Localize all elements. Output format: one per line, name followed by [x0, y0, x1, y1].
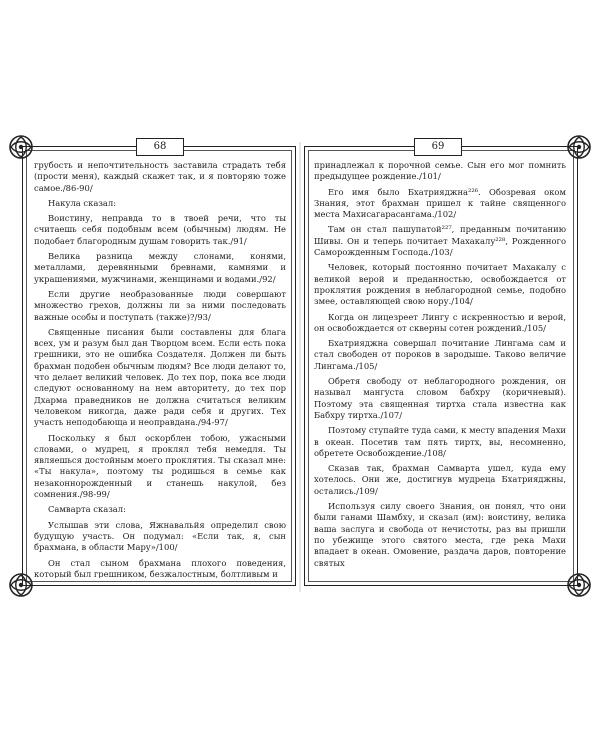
knot-ornament-icon [8, 572, 34, 598]
paragraph: Используя силу своего Знания, он понял, что они были ганами Шамбху, и сказал (им): воистину, велика ваша заслуга и свобода от нечистоты, раз вы пришли по убежище этого святого места, где река Махи впадает в океан. Омовение, раздача даров, повторение святых [314, 501, 566, 568]
paragraph: Обретя свободу от неблагородного рождения, он называл мангуста словом бабхру (коричневый). Поэтому эта священная тиртха стала известна как Бабхру тиртха./107/ [314, 376, 566, 420]
knot-ornament-icon [566, 134, 592, 160]
paragraph: Поэтому ступайте туда сами, к месту впадения Махи в океан. Посетив там пять тиртх, вы, несомненно, обретете Освобождение./108/ [314, 425, 566, 458]
left-page-number: 68 [136, 138, 184, 156]
paragraph: Услышав эти слова, Яжнавальйя определил свою будущую участь. Он подумал: «Если так, я, сын брахмана, в области Мару»/100/ [34, 519, 286, 553]
left-page [8, 130, 298, 600]
paragraph: Там он стал пашупатой²²⁷, преданным почитанию Шивы. Он и теперь почитает Махакалу²²⁸, Рожденного Саморожденным Господа./103/ [314, 224, 566, 258]
book-spine [299, 142, 301, 592]
speaker-label: Самварта сказал: [48, 504, 126, 515]
paragraph: Его имя было Бхатрияджна²²⁶. Обозревая оком Знания, этот брахман пришел к тайне священного места Махисагарасангама./102/ [314, 186, 566, 220]
paragraph: Велика разница между слонами, конями, металлами, деревянными бревнами, камнями и украшениями, мужчинами, женщинами и водами./92/ [34, 251, 286, 284]
paragraph: Когда он лицезреет Лингу с искренностью и верой, он освобождается от скверны сотен рождений./105/ [314, 311, 566, 333]
right-page [302, 130, 592, 600]
paragraph: Если другие необразованные люди совершают множество грехов, должны ли за ними последовать важные особы и поступать (также)?/93/ [34, 288, 286, 322]
left-page-text [34, 160, 286, 578]
paragraph: Человек, который постоянно почитает Махакалу с великой верой и преданностью, освобождается от проклятия рождения в неблагородной семье, подобно змее, оставляющей свою нору./104/ [314, 262, 566, 307]
paragraph: грубость и непочтительность заставила страдать тебя (прости меня), каждый скажет так, и я повторяю тоже самое./86-90/ [34, 160, 286, 193]
speaker-label: Накула сказал: [48, 197, 117, 208]
paragraph: Священные писания были составлены для блага всех, ум и разум был дан Творцом всем. Если есть пока грешники, это не ошибка Создателя. Должен ли быть брахман подобен обычным людям? Все люди делают то, что делает великий человек. До тех пор, пока все люди следуют основанному на нем авторитету, до тех пор Дхарма праведников не должна считаться великим человеком никогда, даже ради себя и других. Тех участь неподобающа и неоправдана./94-97/ [34, 326, 286, 428]
right-page-text [314, 160, 566, 578]
paragraph: Сказав так, брахман Самварта ушел, куда ему хотелось. Они же, достигнув мудреца Бхатрияджны, остались./109/ [314, 463, 566, 496]
paragraph: Бхатрияджна совершал почитание Лингама сам и стал свободен от пороков в зародыше. Таково величие Лингама./105/ [314, 338, 566, 371]
right-page-number: 69 [414, 138, 462, 156]
knot-ornament-icon [566, 572, 592, 598]
paragraph: Он стал сыном брахмана плохого поведения, который был грешником, безжалостным, болтливым и [34, 557, 286, 578]
paragraph: принадлежал к порочной семье. Сын его мог помнить предыдущее рождение./101/ [314, 160, 566, 182]
paragraph: Поскольку я был оскорблен тобою, ужасными словами, о мудрец, я проклял тебя немедля. Ты являешься достойным моего проклятия. Ты сказал мне: «Ты накула», поэтому ты родишься в семье как незаконнорожденный и станешь накулой, без сомнения./98-99/ [34, 432, 286, 500]
paragraph: Воистину, неправда то в твоей речи, что ты считаешь себя подобным всем (обычным) людям. Не подобает благородным душам говорить так./91/ [34, 213, 286, 246]
knot-ornament-icon [8, 134, 34, 160]
